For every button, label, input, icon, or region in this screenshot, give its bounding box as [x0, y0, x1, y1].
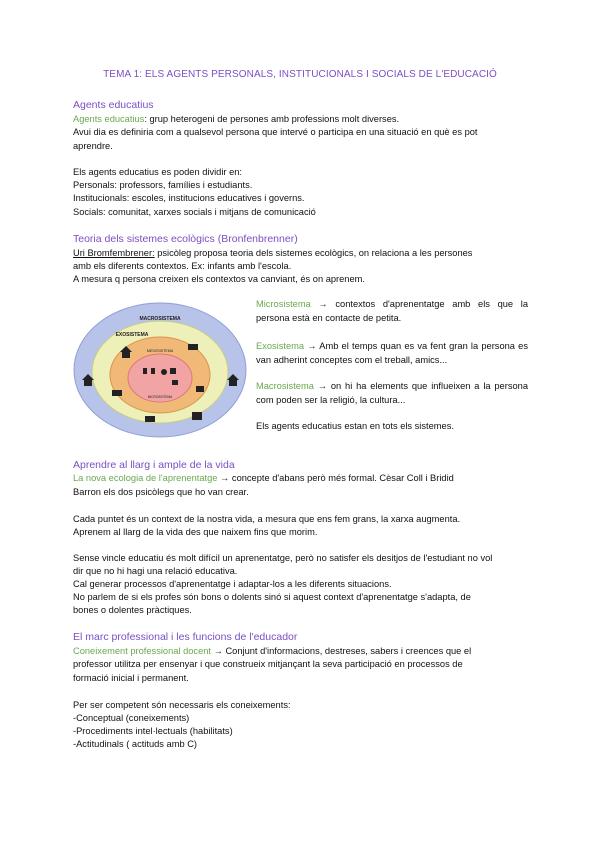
paragraph-line: Per ser competent són necessaris els coneixements: — [73, 700, 291, 710]
nova-ecologia-line — [73, 472, 454, 484]
heading-marc-professional: El marc professional i les funcions de l'educador — [73, 631, 298, 643]
list-item-procediments: -Procediments intel·lectuals (habilitats) — [73, 726, 233, 736]
macrosistema-text: → on hi ha elements que influeixen a la persona com poden ser la religió, la cultura... — [256, 381, 528, 405]
heading-aprendre: Aprendre al llarg i ample de la vida — [73, 459, 235, 471]
hospital-icon — [112, 390, 122, 396]
term-exosistema: Exosistema — [256, 341, 305, 351]
list-item-personals: Personals: professors, famílies i estudiants. — [73, 180, 253, 190]
paragraph-line: Aprenem al llarg de la vida des que naixem fins que morim. — [73, 527, 318, 537]
list-item-socials: Socials: comunitat, xarxes socials i mitjans de comunicació — [73, 207, 316, 217]
coneixement-line — [73, 645, 471, 657]
sports-icon — [196, 386, 204, 392]
exosystem-label: EXOSISTEMA — [115, 332, 149, 338]
paragraph-line: amb els diferents contextos. Ex: infants amb l'escola. — [73, 261, 292, 271]
term-macrosistema: Macrosistema — [256, 381, 314, 391]
paragraph-line: bones o dolentes pràctiques. — [73, 605, 192, 615]
paragraph-line: Avui dia es definiria com a qualsevol persona que intervé o participa en una situació en què es pot — [73, 127, 478, 137]
paragraph-line: dir que no hi hagi una relació educativa. — [73, 566, 238, 576]
tv-icon — [188, 344, 198, 350]
paragraph-line: Sense vincle educatiu és molt difícil un aprenentatge, però no satisfer els desitjos de l'estudiant no vol — [73, 553, 493, 563]
bus-icon — [145, 416, 155, 422]
paragraph-line: aprendre. — [73, 141, 113, 151]
paragraph-line: Els agents educatius es poden dividir en: — [73, 167, 243, 177]
diagram-svg — [72, 300, 248, 440]
paragraph-text: psicòleg proposa teoria dels sistemes ecològics, on relaciona a les persones — [154, 248, 473, 258]
macrosystem-label: MACROSISTEMA — [139, 316, 181, 322]
paragraph-line: Barron els dos psicòlegs que ho van crear. — [73, 487, 249, 497]
friends-icon — [172, 380, 178, 385]
term-microsistema: Microsistema — [256, 299, 311, 309]
house-body-icon — [122, 352, 130, 358]
ecological-systems-diagram — [72, 300, 248, 440]
paragraph-text: → concepte d'abans però més formal. Cèsar Coll i Bridid — [217, 473, 454, 483]
term-coneixement-docent: Coneixement professional docent — [73, 646, 211, 656]
paragraph-line: formació inicial i permanent. — [73, 673, 189, 683]
paragraph-text: → Conjunt d'informacions, destreses, sabers i creences que el — [211, 646, 472, 656]
exo-paragraph — [256, 339, 528, 367]
micro-paragraph — [256, 297, 528, 325]
people-icon — [151, 368, 155, 374]
church-body-icon — [84, 380, 92, 386]
term-agents-educatius: Agents educatius — [73, 114, 145, 124]
paragraph-line: Cada puntet és un context de la nostra vida, a mesura que ens fem grans, la xarxa augmenta. — [73, 514, 461, 524]
shop-icon — [192, 412, 202, 420]
list-item-institucionals: Institucionals: escoles, institucions educatives i governs. — [73, 193, 305, 203]
people-icon — [143, 368, 147, 374]
paragraph-line: professor utilitza per ensenyar i que construeix mitjançant la seva participació en processos de — [73, 659, 463, 669]
macro-paragraph — [256, 379, 528, 407]
microsistema-text: → contextos d'aprenentatge amb els que la persona està en contacte de petita. — [256, 299, 528, 323]
closing-line: Els agents educatius estan en tots els sistemes. — [256, 421, 454, 431]
paragraph-line: Cal generar processos d'aprenentatge i adaptar-los a les diferents situacions. — [73, 579, 392, 589]
list-item-actitudinals: -Actitudinals ( actituds amb C) — [73, 739, 198, 749]
exosistema-text: → Amb el temps quan es va fent gran la persona es van adherint conceptes com el treball, amics... — [256, 341, 528, 365]
list-item-conceptual: -Conceptual (coneixements) — [73, 713, 190, 723]
term-nova-ecologia: La nova ecologia de l'aprenentatge — [73, 473, 218, 483]
agents-definition — [73, 113, 399, 125]
paragraph-line: A mesura q persona creixen els contextos va canviant, és on aprenem. — [73, 274, 365, 284]
microsystem-label: MICROSISTEMA — [147, 395, 173, 399]
paragraph-line: No parlem de si els profes són bons o dolents sinó si aquest context d'aprenentatge s'adapta, de — [73, 592, 471, 602]
heading-agents-educatius: Agents educatius — [73, 99, 154, 111]
mesosystem-label: MESOSISTEMA — [146, 349, 174, 353]
bronfenbrenner-line — [73, 247, 472, 259]
page-title: TEMA 1: ELS AGENTS PERSONALS, INSTITUCIONALS I SOCIALS DE L'EDUCACIÓ — [103, 69, 497, 80]
definition-text: : grup heterogeni de persones amb professions molt diverses. — [144, 114, 400, 124]
school-icon — [170, 368, 176, 374]
house-body-icon — [229, 380, 237, 386]
person-icon — [161, 369, 167, 375]
heading-teoria-sistemes: Teoria dels sistemes ecològics (Bronfenbrenner) — [73, 233, 298, 245]
author-name: Uri Bromfembrener: — [73, 248, 155, 258]
